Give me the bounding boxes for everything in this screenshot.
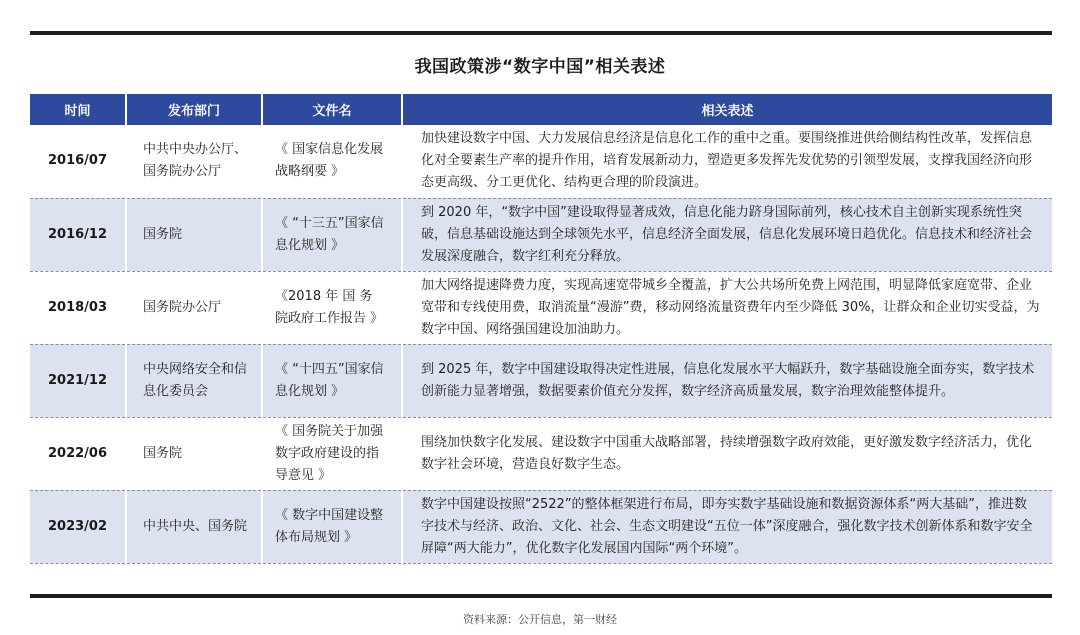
col-header-time: 时间 xyxy=(30,94,126,125)
table-row xyxy=(30,198,1052,271)
cell-doc: 《2018 年 国 务 院政府工作报告 》 xyxy=(262,271,402,344)
cell-doc: 《 国家信息化发展战略纲要 》 xyxy=(262,125,402,198)
cell-time: 2018/03 xyxy=(30,271,126,344)
cell-doc: 《 “十三五”国家信息化规划 》 xyxy=(262,198,402,271)
cell-doc: 《 数字中国建设整体布局规划 》 xyxy=(262,490,402,563)
cell-time: 2016/12 xyxy=(30,198,126,271)
col-header-dept: 发布部门 xyxy=(126,94,262,125)
header-row xyxy=(30,94,1052,125)
table-row xyxy=(30,344,1052,417)
cell-desc: 围绕加快数字化发展、建设数字中国重大战略部署，持续增强数字政府效能，更好激发数字经济活力，优化数字社会环境，营造良好数字生态。 xyxy=(402,417,1052,490)
page-title: 我国政策涉“数字中国”相关表述 xyxy=(414,57,666,77)
bottom-rule xyxy=(30,594,1052,598)
table-row xyxy=(30,125,1052,198)
cell-dept: 中共中央办公厅、国务院办公厅 xyxy=(126,125,262,198)
col-header-doc: 文件名 xyxy=(262,94,402,125)
cell-time: 2021/12 xyxy=(30,344,126,417)
cell-desc: 数字中国建设按照“2522”的整体框架进行布局，即夯实数字基础设施和数据资源体系“两大基础”，推进数字技术与经济、政治、文化、社会、生态文明建设“五位一体”深度融合，强化数字技术创新体系和数字安全屏障“两大能力”，优化数字化发展国内国际“两个环境”。 xyxy=(402,490,1052,563)
cell-time: 2023/02 xyxy=(30,490,126,563)
table-row xyxy=(30,417,1052,490)
table-row xyxy=(30,271,1052,344)
cell-time: 2022/06 xyxy=(30,417,126,490)
source-note: 资料来源：公开信息，第一财经 xyxy=(463,613,617,626)
cell-desc: 到 2025 年，数字中国建设取得决定性进展，信息化发展水平大幅跃升，数字基础设施全面夯实，数字技术创新能力显著增强，数据要素价值充分发挥，数字经济高质量发展，数字治理效能整体提升。 xyxy=(402,344,1052,417)
cell-dept: 国务院办公厅 xyxy=(126,271,262,344)
cell-dept: 国务院 xyxy=(126,198,262,271)
cell-dept: 中共中央、国务院 xyxy=(126,490,262,563)
cell-desc: 加大网络提速降费力度，实现高速宽带城乡全覆盖，扩大公共场所免费上网范围，明显降低家庭宽带、企业宽带和专线使用费，取消流量“漫游”费，移动网络流量资费年内至少降低 30%，让群众和企业切实受益，为数字中国、网络强国建设加油助力。 xyxy=(402,271,1052,344)
cell-dept: 国务院 xyxy=(126,417,262,490)
cell-doc: 《 国务院关于加强数字政府建设的指导意见 》 xyxy=(262,417,402,490)
cell-doc: 《 “十四五”国家信息化规划 》 xyxy=(262,344,402,417)
table-row xyxy=(30,490,1052,563)
policy-table xyxy=(30,94,1052,564)
cell-dept: 中央网络安全和信息化委员会 xyxy=(126,344,262,417)
cell-desc: 加快建设数字中国、大力发展信息经济是信息化工作的重中之重。要围绕推进供给侧结构性改革，发挥信息化对全要素生产率的提升作用，培育发展新动力，塑造更多发挥先发优势的引领型发展，支撑我国经济向形态更高级、分工更优化、结构更合理的阶段演进。 xyxy=(402,125,1052,198)
cell-desc: 到 2020 年，“数字中国”建设取得显著成效，信息化能力跻身国际前列，核心技术自主创新实现系统性突破，信息基础设施达到全球领先水平，信息经济全面发展，信息化发展环境日趋优化。信息技术和经济社会发展深度融合，数字红利充分释放。 xyxy=(402,198,1052,271)
cell-time: 2016/07 xyxy=(30,125,126,198)
col-header-desc: 相关表述 xyxy=(402,94,1052,125)
top-rule xyxy=(30,31,1052,35)
